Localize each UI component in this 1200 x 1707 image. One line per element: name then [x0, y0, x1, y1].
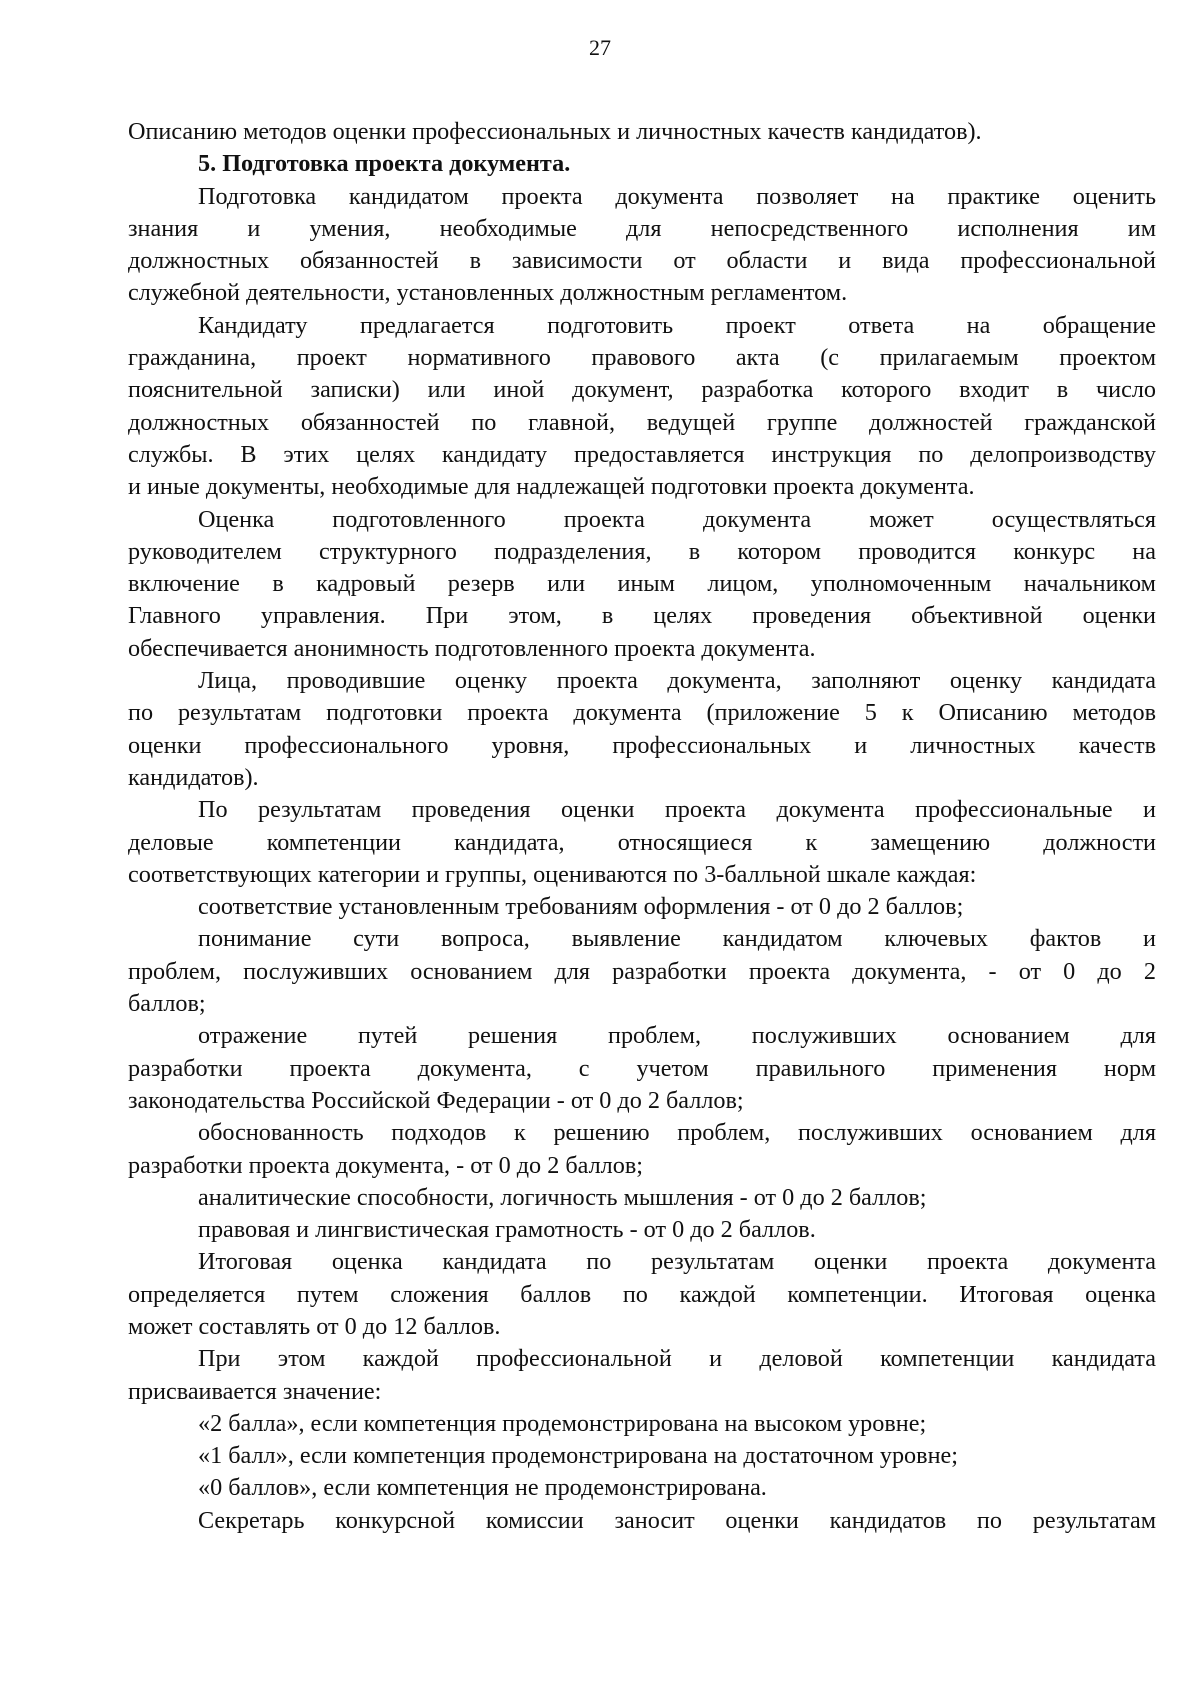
text-line: обоснованность подходов к решению проблем, послуживших основанием для — [198, 1119, 1156, 1147]
text-line: разработки проекта документа, - от 0 до 2 баллов; — [128, 1151, 643, 1179]
text-line: кандидатов). — [128, 763, 259, 791]
text-line: «1 балл», если компетенция продемонстрирована на достаточном уровне; — [198, 1442, 958, 1470]
paragraph — [128, 116, 1156, 148]
text-line: отражение путей решения проблем, послуживших основанием для — [198, 1022, 1156, 1050]
text-line: Подготовка кандидатом проекта документа позволяет на практике оценить — [198, 182, 1156, 210]
text-line: законодательства Российской Федерации - от 0 до 2 баллов; — [128, 1086, 744, 1114]
paragraph — [128, 310, 1156, 504]
text-line: По результатам проведения оценки проекта документа профессиональные и — [198, 796, 1156, 824]
text-line: разработки проекта документа, с учетом правильного применения норм — [128, 1054, 1156, 1082]
text-line: Описанию методов оценки профессиональных и личностных качеств кандидатов). — [128, 118, 982, 145]
text-line: Итоговая оценка кандидата по результатам оценки проекта документа — [198, 1248, 1156, 1276]
text-line: руководителем структурного подразделения, в котором проводится конкурс на — [128, 537, 1156, 565]
text-line: должностных обязанностей в зависимости от области и вида профессиональной — [128, 247, 1156, 275]
text-line: Кандидату предлагается подготовить проект ответа на обращение — [198, 311, 1156, 339]
text-line: служебной деятельности, установленных должностным регламентом. — [128, 279, 848, 307]
text-line: знания и умения, необходимые для непосредственного исполнения им — [128, 214, 1156, 242]
paragraph — [128, 891, 1156, 923]
text-line: правовая и лингвистическая грамотность - от 0 до 2 баллов. — [198, 1216, 816, 1244]
paragraph — [128, 1472, 1156, 1504]
paragraph — [128, 923, 1156, 1020]
document-body — [128, 116, 1156, 1537]
text-line: баллов; — [128, 990, 206, 1018]
text-line: проблем, послуживших основанием для разработки проекта документа, - от 0 до 2 — [128, 957, 1156, 985]
paragraph — [128, 504, 1156, 665]
text-line: пояснительной записки) или иной документ, разработка которого входит в число — [128, 376, 1156, 404]
text-line: и иные документы, необходимые для надлежащей подготовки проекта документа. — [128, 473, 975, 501]
paragraph — [128, 1343, 1156, 1408]
text-line: При этом каждой профессиональной и деловой компетенции кандидата — [198, 1345, 1156, 1373]
text-line: может составлять от 0 до 12 баллов. — [128, 1312, 501, 1340]
text-line: должностных обязанностей по главной, ведущей группе должностей гражданской — [128, 408, 1156, 436]
text-line: по результатам подготовки проекта документа (приложение 5 к Описанию методов — [128, 699, 1156, 727]
paragraph — [128, 1182, 1156, 1214]
paragraph — [128, 794, 1156, 891]
paragraph — [128, 1440, 1156, 1472]
text-line: включение в кадровый резерв или иным лицом, уполномоченным начальником — [128, 570, 1156, 598]
text-line: присваивается значение: — [128, 1377, 382, 1405]
text-line: 5. Подготовка проекта документа. — [198, 150, 571, 178]
text-line: обеспечивается анонимность подготовленного проекта документа. — [128, 634, 816, 662]
paragraph — [128, 1505, 1156, 1537]
text-line: аналитические способности, логичность мышления - от 0 до 2 баллов; — [198, 1183, 927, 1211]
text-line: «0 баллов», если компетенция не продемонстрирована. — [198, 1474, 767, 1502]
text-line: Оценка подготовленного проекта документа может осуществляться — [198, 505, 1156, 533]
paragraph — [128, 1020, 1156, 1117]
text-line: Главного управления. При этом, в целях проведения объективной оценки — [128, 602, 1156, 630]
paragraph — [128, 1214, 1156, 1246]
paragraph — [128, 665, 1156, 794]
page-number: 27 — [589, 35, 611, 60]
text-line: «2 балла», если компетенция продемонстрирована на высоком уровне; — [198, 1409, 927, 1437]
text-line: Секретарь конкурсной комиссии заносит оценки кандидатов по результатам — [198, 1506, 1156, 1534]
text-line: оценки профессионального уровня, профессиональных и личностных качеств — [128, 731, 1156, 759]
section-heading — [128, 148, 1156, 180]
text-line: соответствующих категории и группы, оцениваются по 3-балльной шкале каждая: — [128, 860, 977, 888]
text-line: службы. В этих целях кандидату предоставляется инструкция по делопроизводству — [128, 440, 1156, 468]
text-line: Лица, проводившие оценку проекта документа, заполняют оценку кандидата — [198, 667, 1156, 695]
text-line: соответствие установленным требованиям оформления - от 0 до 2 баллов; — [198, 893, 964, 921]
text-line: определяется путем сложения баллов по каждой компетенции. Итоговая оценка — [128, 1280, 1156, 1308]
text-line: понимание сути вопроса, выявление кандидатом ключевых фактов и — [198, 925, 1156, 953]
paragraph — [128, 1408, 1156, 1440]
text-line: гражданина, проект нормативного правового акта (с прилагаемым проектом — [128, 344, 1156, 372]
paragraph — [128, 181, 1156, 310]
paragraph — [128, 1117, 1156, 1182]
paragraph — [128, 1246, 1156, 1343]
text-line: деловые компетенции кандидата, относящиеся к замещению должности — [128, 828, 1156, 856]
